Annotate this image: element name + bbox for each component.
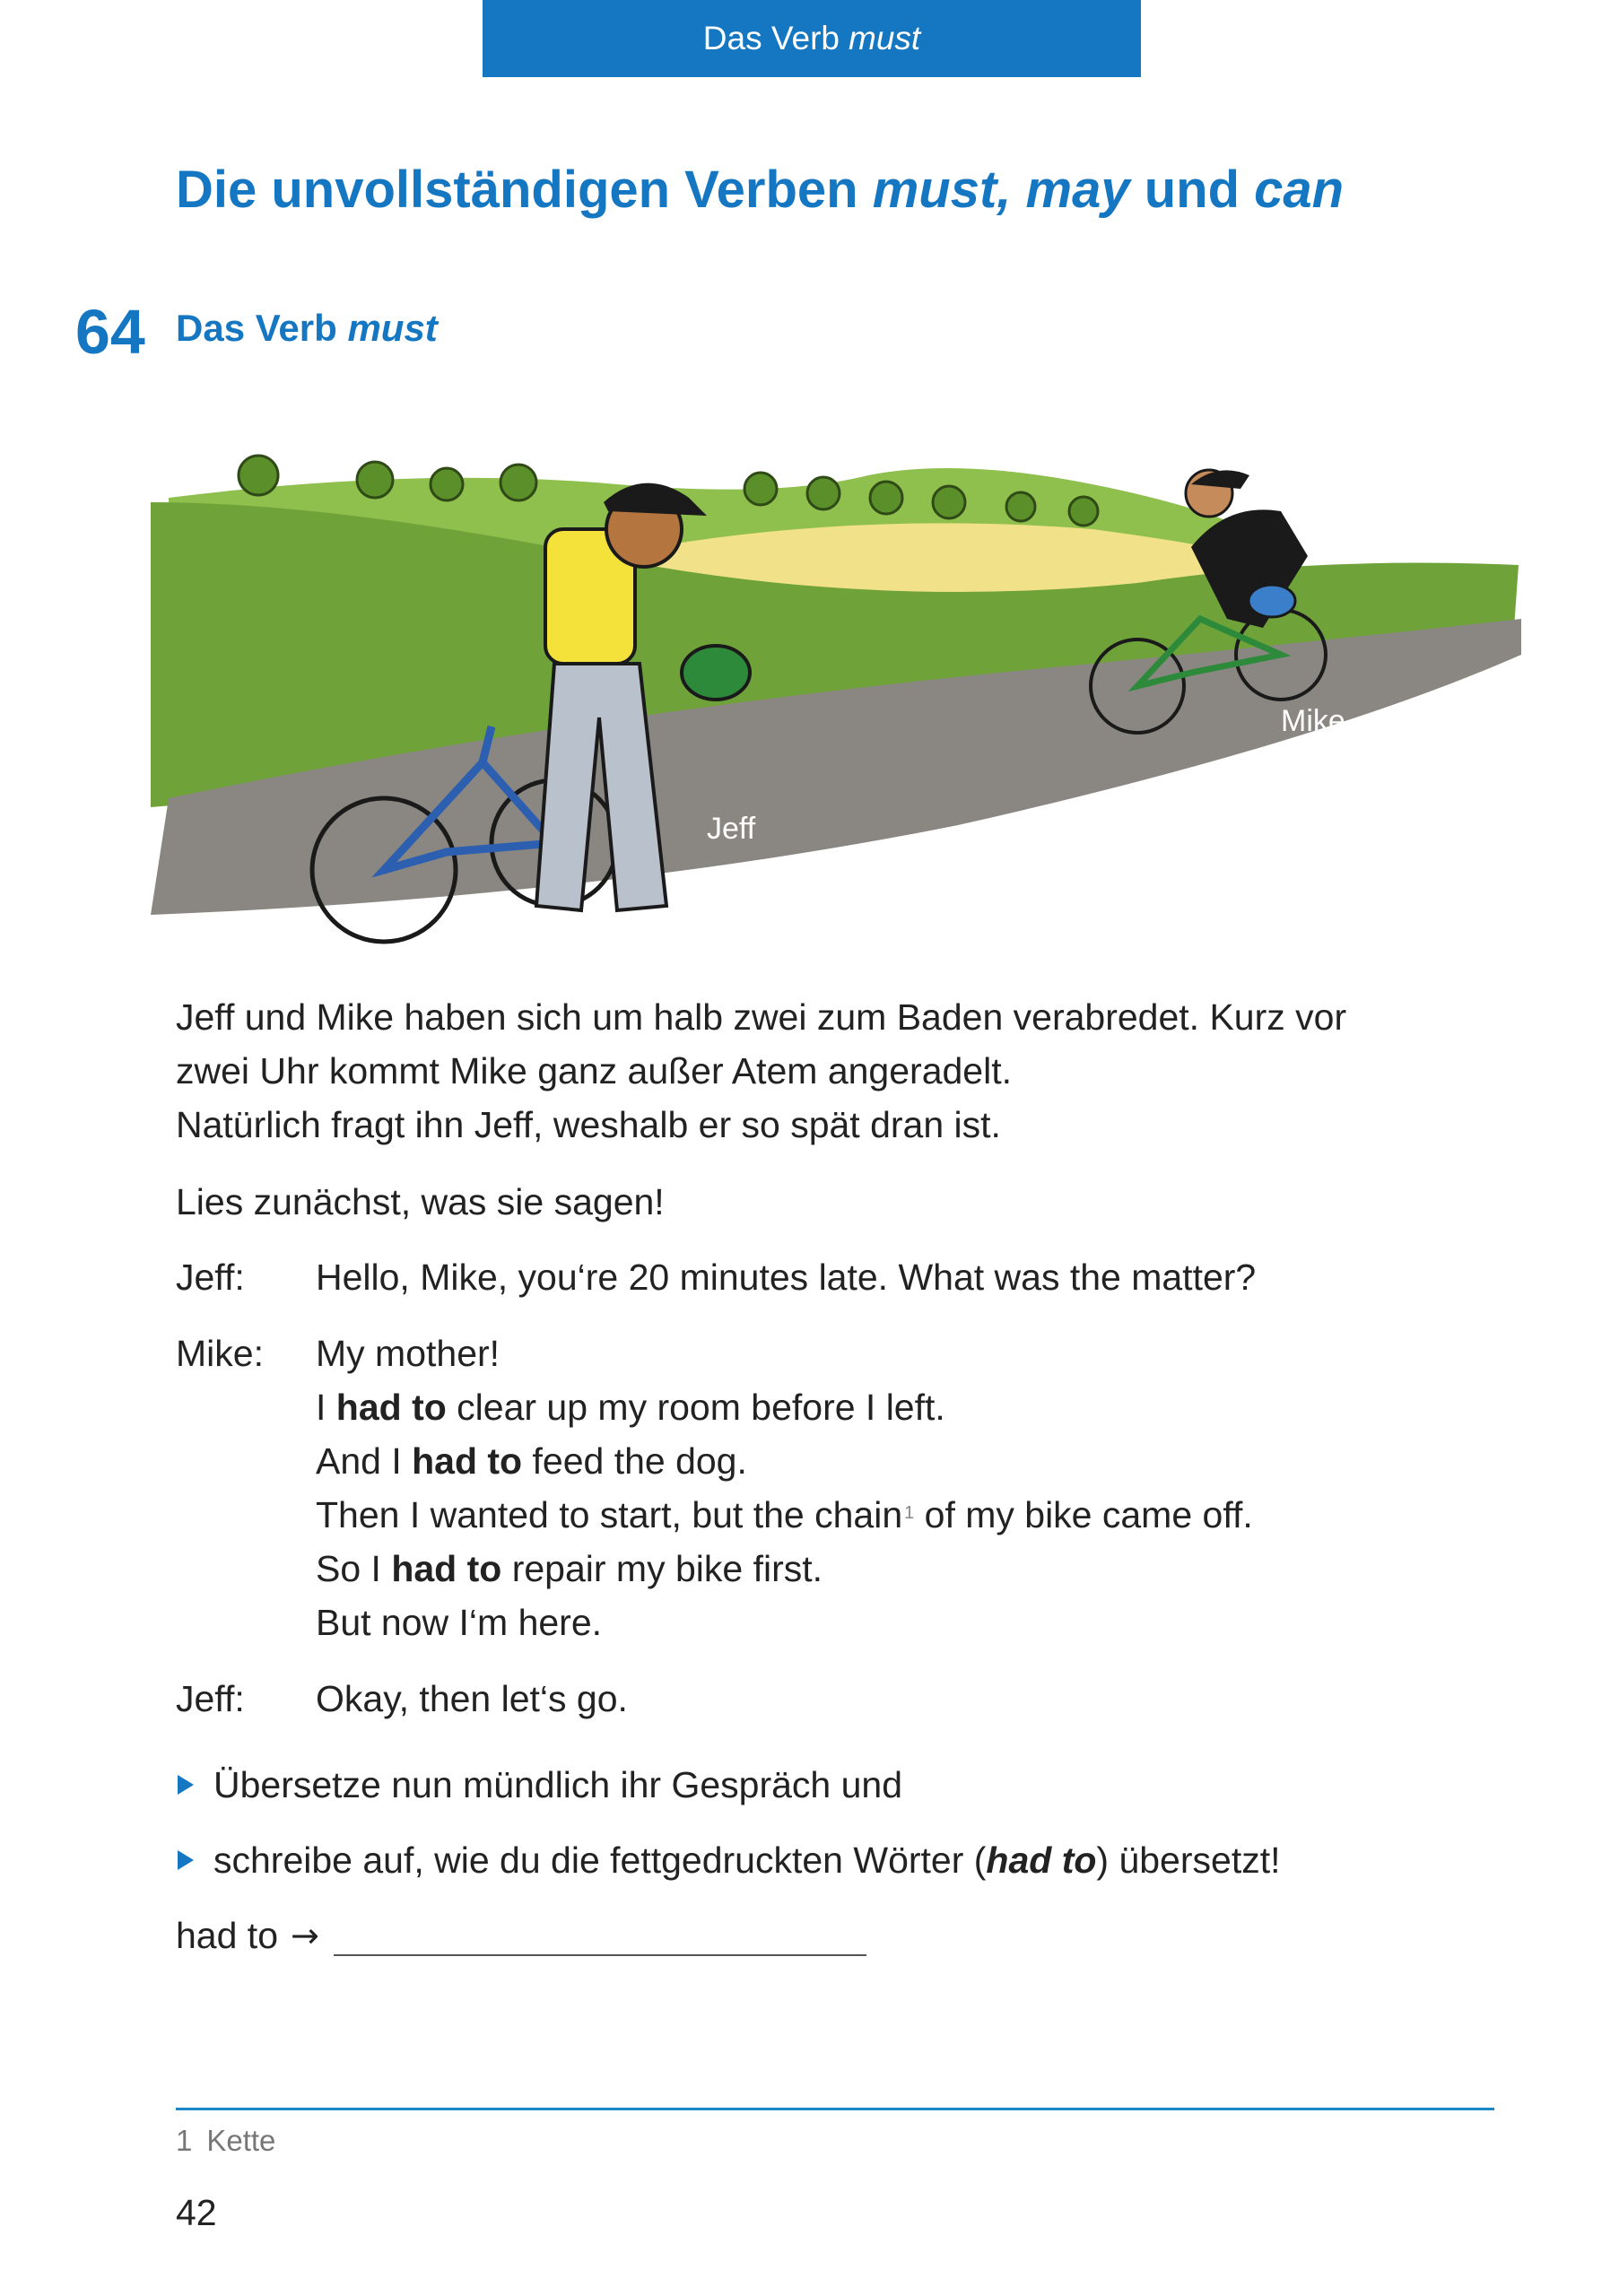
header-emphasis: must: [849, 20, 921, 57]
task-item: [176, 1758, 902, 1812]
triangle-bullet-icon: [178, 1850, 194, 1870]
dialogue-line: Then I wanted to start, but the chain $^1$ of my bike came off.: [316, 1494, 1253, 1535]
section-number: 64: [75, 297, 145, 367]
footnote: [176, 2118, 275, 2163]
chapter-title-em: can: [1254, 161, 1345, 219]
dialogue-turn-mike: [176, 1326, 1256, 1649]
section-title: [176, 307, 438, 350]
intro-line: zwei Uhr kommt Mike ganz außer Atem angeradelt.: [176, 1050, 1012, 1091]
answer-blank-line[interactable]: [334, 1915, 866, 1956]
footnote-text: Kette: [206, 2124, 276, 2157]
header-tab: [483, 0, 1141, 77]
intro-line: Jeff und Mike haben sich um halb zwei zum Baden verabredet. Kurz vor: [176, 996, 1347, 1038]
bold-had-to: had to: [412, 1440, 523, 1482]
cyclists-illustration: [151, 448, 1523, 951]
task-text: Übersetze nun mündlich ihr Gespräch und: [213, 1764, 903, 1805]
chapter-title-part: Die unvollständigen Verben: [176, 161, 873, 219]
dialogue-line: But now I‘m here.: [316, 1602, 603, 1643]
dialogue-turn-jeff: [176, 1672, 1256, 1726]
task-text: schreibe auf, wie du die fettgedruckten Wörter (had to) übersetzt!: [213, 1839, 1281, 1881]
arrow-right-icon: →: [291, 1916, 319, 1955]
bold-had-to: had to: [391, 1548, 502, 1589]
answer-row: [176, 1909, 866, 1962]
section-title-em: must: [347, 307, 438, 349]
bold-italic-had-to: had to: [986, 1839, 1097, 1881]
label-jeff: Jeff: [707, 812, 756, 846]
section-title-text: Das Verb: [176, 307, 348, 349]
chapter-title-part: und: [1129, 161, 1255, 219]
dialogue-line: And I had to feed the dog.: [316, 1440, 747, 1482]
bold-had-to: had to: [335, 1387, 447, 1428]
chapter-title-em: must, may: [872, 161, 1130, 219]
footnote-number: 1: [176, 2124, 193, 2157]
dialogue-line: My mother!: [316, 1333, 500, 1374]
intro-line: Natürlich fragt ihn Jeff, weshalb er so spät dran ist.: [176, 1104, 1001, 1145]
dialogue-line: I had to clear up my room before I left.: [316, 1387, 945, 1428]
task-item: [176, 1833, 1281, 1887]
intro-paragraph: [176, 990, 1346, 1152]
footnote-marker: 1: [904, 1503, 915, 1523]
instruction: Lies zunächst, was sie sagen!: [176, 1181, 665, 1222]
speaker-mike: Mike:: [176, 1333, 264, 1374]
header-prefix: Das Verb: [702, 20, 840, 57]
dialogue-turn-jeff: [176, 1250, 1256, 1304]
dialogue: [176, 1250, 1256, 1748]
dialogue-line: So I had to repair my bike first.: [316, 1548, 823, 1589]
triangle-bullet-icon: [178, 1775, 194, 1795]
page-number: 42: [176, 2192, 217, 2233]
dialogue-line: Hello, Mike, you‘re 20 minutes late. What was the matter?: [316, 1257, 1257, 1298]
dialogue-line: Okay, then let‘s go.: [316, 1678, 628, 1719]
speaker-jeff: Jeff:: [176, 1257, 245, 1298]
answer-label: had to: [176, 1915, 278, 1956]
footnote-divider: [176, 2108, 1494, 2110]
label-mike: Mike: [1281, 704, 1345, 738]
chapter-title: [176, 160, 1344, 220]
speaker-jeff: Jeff:: [176, 1678, 245, 1719]
